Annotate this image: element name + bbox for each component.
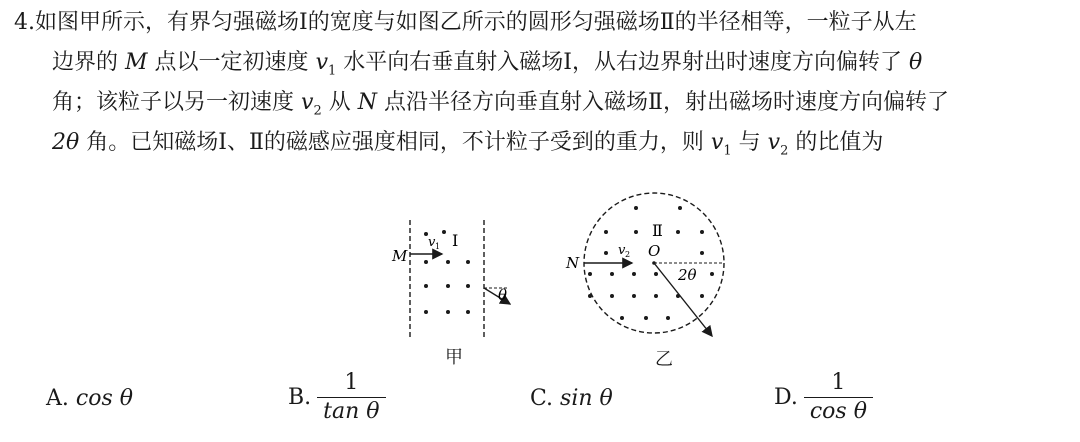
option-a[interactable]: A. cos θ [46, 386, 133, 411]
label-region-II: Ⅱ [652, 221, 663, 240]
label-N: N [566, 254, 580, 272]
question-line-3: 角；该粒子以另一初速度 $v_2$ 从 N 点沿半径方向垂直射入磁场Ⅱ，射出磁场时速度方向偏转了 [52, 90, 949, 119]
figure-yi [562, 188, 732, 348]
option-b[interactable]: B. $\frac{1}{\text{tan θ}}$ [288, 372, 386, 423]
option-c[interactable]: C. sin θ [530, 386, 613, 411]
question-line-2: 边界的 M 点以一定初速度 $v_1$ 水平向右垂直射入磁场Ⅰ，从右边界射出时速度方向偏转了 θ [52, 50, 923, 79]
label-v1: v [428, 235, 436, 250]
caption-yi: 乙 [655, 349, 673, 370]
label-O: O [648, 242, 661, 260]
fraction: $\frac{1}{\text{tan θ}}$ [317, 372, 385, 423]
option-d[interactable]: D. $\frac{1}{\text{cos θ}}$ [774, 372, 873, 423]
label-M: M [392, 247, 408, 265]
label-theta: θ [498, 286, 508, 304]
question-line-1: 4.如图甲所示，有界匀强磁场Ⅰ的宽度与如图乙所示的圆形匀强磁场Ⅱ的半径相等，一粒子从左 [14, 10, 917, 35]
question-line-4: 2θ 角。已知磁场Ⅰ、Ⅱ的磁感应强度相同，不计粒子受到的重力，则 $v_1$ 与 $v_2$ 的比值为 [52, 130, 884, 159]
svg-text:1: 1 [435, 242, 441, 251]
label-region-I: Ⅰ [452, 231, 459, 250]
fraction: $\frac{1}{\text{cos θ}}$ [804, 372, 873, 423]
label-v2: v [618, 243, 626, 258]
caption-jia: 甲 [445, 347, 463, 368]
question-number: 4. [14, 10, 35, 35]
svg-text:2: 2 [625, 250, 631, 259]
label-2theta: 2θ [678, 266, 697, 284]
